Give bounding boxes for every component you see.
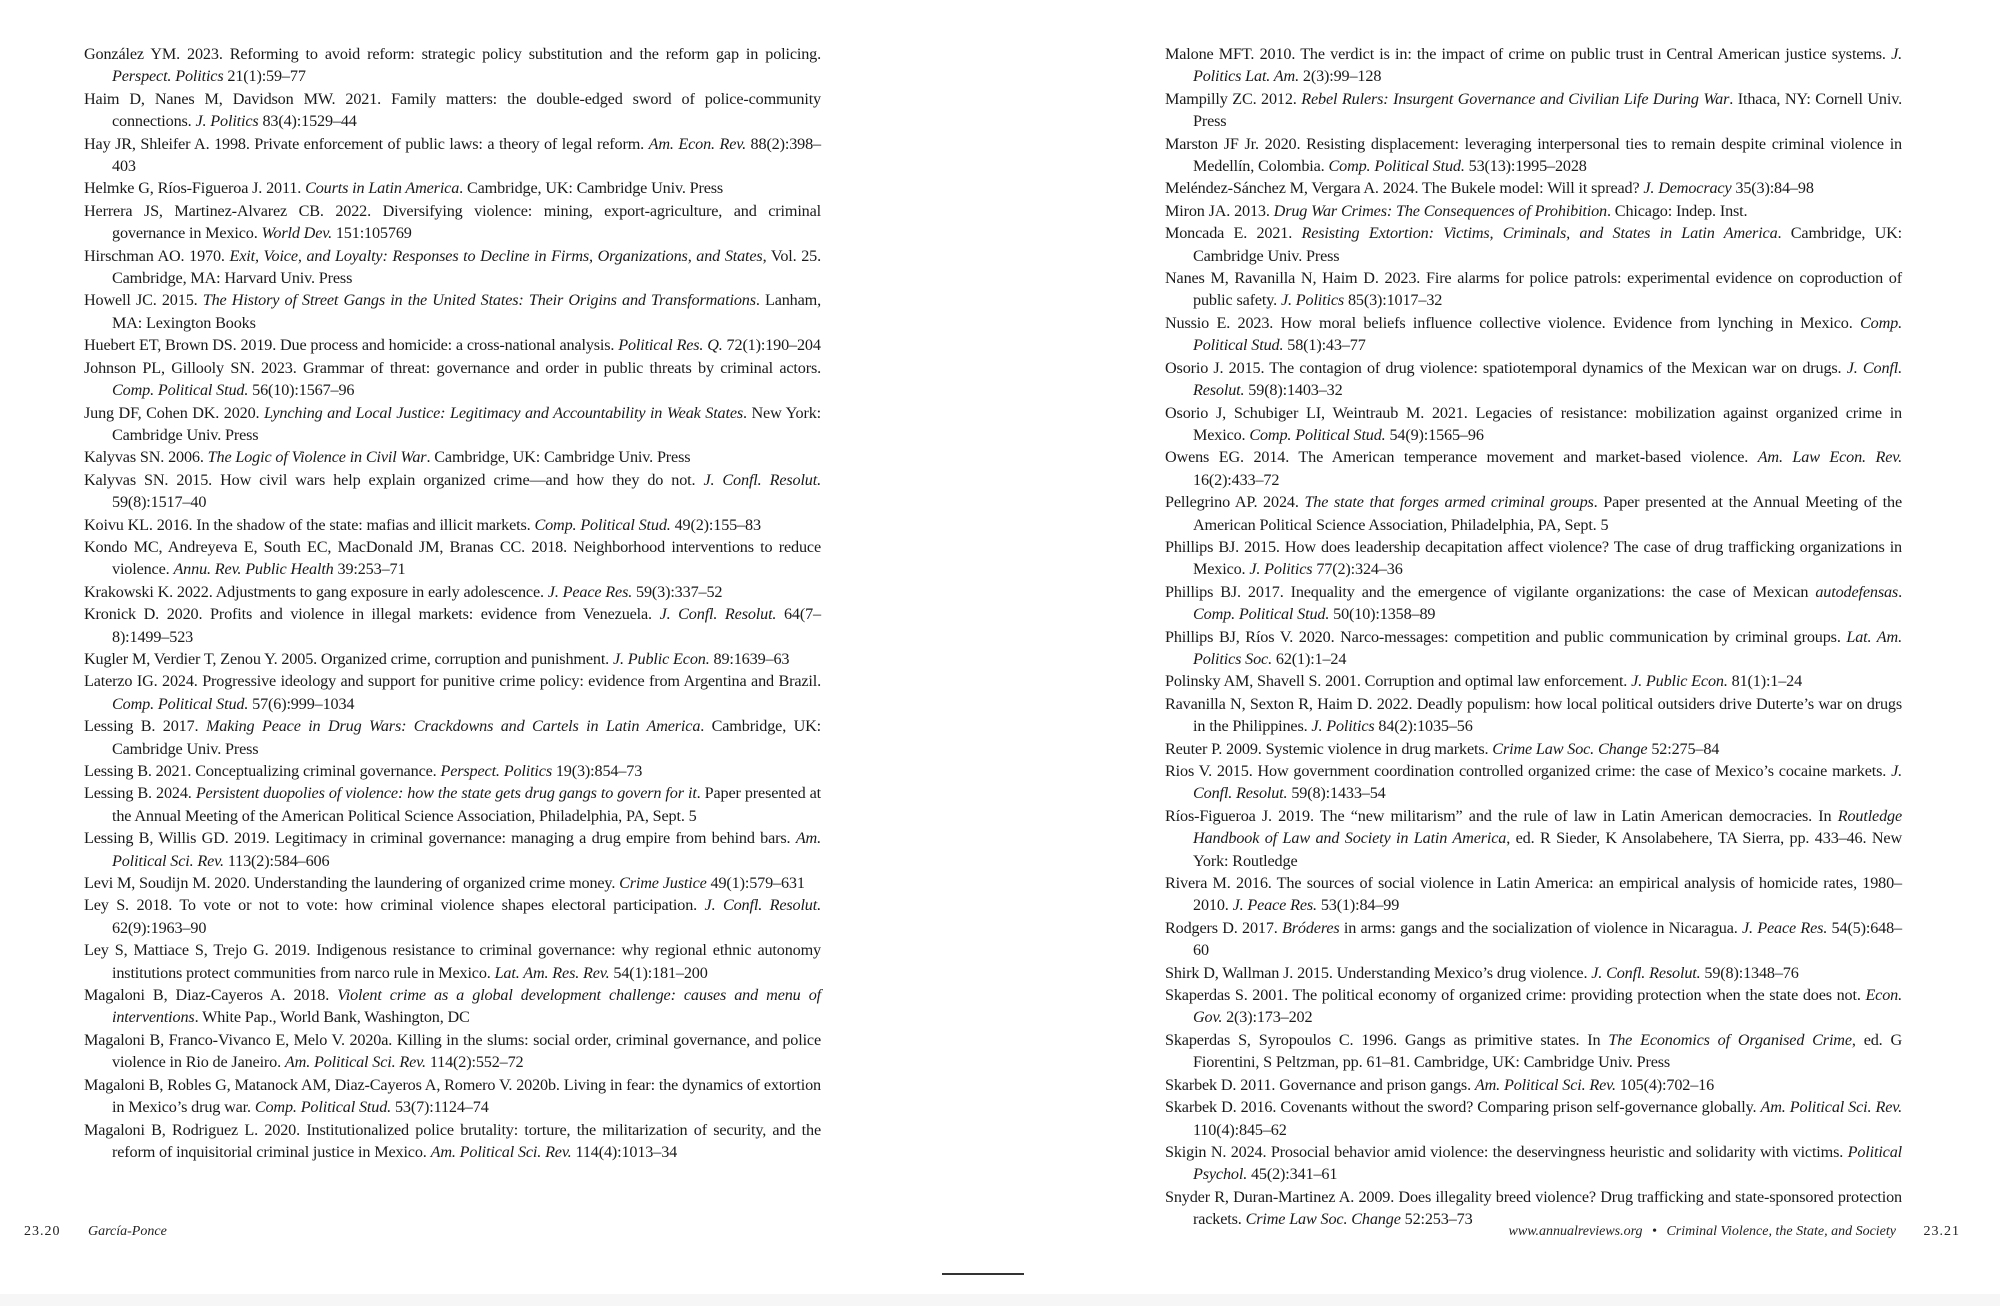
reference-text-segment: Ley S. 2018. To vote or not to vote: how criminal violence shapes electoral participation. [84,896,705,915]
reference-entry [1165,133,1902,178]
left-page-footer [24,1224,167,1240]
reference-text-segment: Shirk D, Wallman J. 2015. Understanding Mexico’s drug violence. [1165,963,1592,982]
reference-text-segment: Phillips BJ, Ríos V. 2020. Narco-messages: competition and public communication by criminal groups. [1165,627,1847,646]
journal-website-link[interactable]: www.annualreviews.org [1508,1224,1643,1239]
reference-text-segment: 59(8):1403–32 [1244,381,1343,400]
reference-text-segment: 19(3):854–73 [551,762,643,780]
reference-entry [1165,357,1902,402]
reference-entry [84,402,821,447]
reference-entry [84,177,821,199]
reference-italic-segment: Am. Political Sci. Rev. [1474,1075,1616,1094]
reference-text-segment: Owens EG. 2014. The American temperance movement and market-based violence. [1165,448,1758,467]
reference-text-segment: Phillips BJ. 2015. How does leadership decapitation affect violence? The case of drug trafficking organizations in Mexico. [1165,537,1902,579]
reference-italic-segment: Rebel Rulers: Insurgent Governance and Civilian Life During War [1301,89,1730,108]
reference-entry [1165,1096,1902,1141]
reference-text-segment: . Chicago: Indep. Inst. [1607,201,1748,220]
reference-italic-segment: J. Confl. Resolut. [659,605,777,624]
reference-text-segment: Snyder R, Duran-Martinez A. 2009. Does illegality breed violence? Drug trafficking and state-sponsored protection rackets. [1165,1187,1902,1229]
reference-text-segment: Osorio J, Schubiger LI, Weintraub M. 2021. Legacies of resistance: mobilization against organized crime in Mexico. [1165,403,1902,444]
reference-text-segment: . New York: Cambridge Univ. Press [112,403,821,444]
reference-text-segment: Phillips BJ. 2017. Inequality and the emergence of vigilante organizations: the case of Mexican [1165,582,1816,601]
reference-italic-segment: Making Peace in Drug Wars: Crackdowns and Cartels in Latin America [205,717,701,736]
reference-entry [84,469,821,514]
reference-text-segment: . [1898,582,1902,601]
reference-text-segment: Rios V. 2015. How government coordination controlled organized crime: the case of Mexico’s cocaine markets. [1165,762,1892,780]
reference-text-segment: Hay JR, Shleifer A. 1998. Private enforcement of public laws: a theory of legal reform. [84,134,649,153]
reference-text-segment: 84(2):1035–56 [1374,717,1473,736]
reference-entry [1165,1029,1902,1074]
reference-text-segment: 52:253–73 [1400,1210,1473,1229]
right-page [1000,0,2000,1250]
reference-text-segment: . Ithaca, NY: Cornell Univ. Press [1193,89,1902,131]
reference-text-segment: Ley S, Mattiace S, Trejo G. 2019. Indigenous resistance to criminal governance: why regional ethnic autonomy institutions protect communities from narco rule in Mexico. [84,941,821,982]
reference-italic-segment: Perspect. Politics [440,762,552,780]
reference-text-segment: 21(1):59–77 [223,67,306,86]
reference-text-segment: Polinsky AM, Shavell S. 2001. Corruption and optimal law enforcement. [1165,672,1632,691]
reference-entry [84,670,821,715]
reference-italic-segment: Am. Law Econ. Rev. [1757,448,1902,467]
reference-text-segment: Hirschman AO. 1970. [84,246,230,265]
reference-text-segment: Lessing B, Willis GD. 2019. Legitimacy in criminal governance: managing a drug empire from behind bars. [84,829,796,848]
reference-text-segment: Magaloni B, Robles G, Matanock AM, Diaz-Cayeros A, Romero V. 2020b. Living in fear: the dynamics of extortion in Mexico’s drug war. [84,1075,821,1117]
reference-italic-segment: Crime Justice [619,874,707,893]
reference-text-segment: 52:275–84 [1647,739,1720,758]
reference-text-segment: 62(9):1963–90 [112,918,207,937]
running-head-title: Criminal Violence, the State, and Society [1666,1224,1896,1239]
reference-entry [84,43,821,88]
reference-text-segment: Koivu KL. 2016. In the shadow of the state: mafias and illicit markets. [84,515,535,534]
reference-text-segment: 58(1):43–77 [1283,336,1366,355]
reference-italic-segment: Exit, Voice, and Loyalty: Responses to Decline in Firms, Organizations, and States [229,246,763,265]
reference-entry [84,334,821,356]
reference-italic-segment: J. Public Econ. [1631,672,1728,691]
reference-text-segment: 2(3):173–202 [1222,1008,1313,1027]
reference-text-segment: Ravanilla N, Sexton R, Haim D. 2022. Deadly populism: how local political outsiders drive Duterte’s war on drugs in the Philippines. [1165,694,1902,736]
reference-italic-segment: J. Public Econ. [612,649,710,668]
page-number: 23.20 [24,1224,61,1239]
reference-text-segment: Kondo MC, Andreyeva E, South EC, MacDonald JM, Branas CC. 2018. Neighborhood interventions to reduce violence. [84,537,821,579]
reference-italic-segment: The Logic of Violence in Civil War [207,448,427,467]
reference-text-segment: 88(2):398–403 [112,134,821,176]
reference-text-segment: . Paper presented at the Annual Meeting of the American Political Science Association, Philadelphia, PA, Sept. 5 [112,784,822,825]
reference-text-segment: 59(8):1517–40 [112,493,207,512]
reference-italic-segment: J. Politics [1280,291,1345,310]
reference-text-segment: 50(10):1358–89 [1329,605,1436,624]
reference-text-segment: Kalyvas SN. 2006. [84,448,208,467]
reference-text-segment: Moncada E. 2021. [1165,224,1302,243]
reference-text-segment: 89:1639–63 [709,649,790,668]
reference-entry [84,1029,821,1074]
reference-text-segment: Kalyvas SN. 2015. How civil wars help explain organized crime—and how they do not. [84,470,704,489]
reference-text-segment: . Cambridge, UK: Cambridge Univ. Press [1193,224,1903,265]
reference-italic-segment: World Dev. [261,224,332,243]
reference-text-segment: Rodgers D. 2017. [1165,918,1283,937]
reference-entry [84,289,821,334]
reference-entry [1165,805,1902,872]
reference-text-segment: 39:253–71 [333,560,406,579]
reference-entry [1165,43,1902,88]
reference-text-segment: 64(7–8):1499–523 [112,605,821,646]
viewer-bottom-edge [0,1294,2000,1306]
reference-entry [1165,88,1902,133]
reference-entry [1165,962,1902,984]
reference-text-segment: Rivera M. 2016. The sources of social violence in Latin America: an empirical analysis of homicide rates, 1980–2010. [1165,874,1902,915]
right-page-footer [1509,1224,1960,1240]
reference-italic-segment: autodefensas [1815,582,1899,601]
reference-entry [1165,402,1902,447]
reference-entry [1165,917,1902,962]
reference-italic-segment: Am. Political Sci. Rev. [284,1053,426,1072]
reference-text-segment: Johnson PL, Gillooly SN. 2023. Grammar of threat: governance and order in public threats by criminal actors. [84,358,821,377]
reference-entry [84,782,821,827]
reference-text-segment: González YM. 2023. Reforming to avoid reform: strategic policy substitution and the reform gap in policing. [84,45,821,63]
reference-entry [84,715,821,760]
reference-entry [1165,1074,1902,1096]
reference-text-segment: 53(1):84–99 [1316,896,1400,915]
reference-italic-segment: Bróderes [1282,918,1340,937]
reference-italic-segment: J. Politics [1311,717,1375,736]
reference-entry [1165,536,1902,581]
reference-text-segment: 45(2):341–61 [1247,1165,1338,1184]
reference-italic-segment: Econ. Gov. [1193,986,1902,1027]
reference-text-segment: 62(1):1–24 [1271,649,1347,668]
reference-text-segment: Skarbek D. 2016. Covenants without the sword? Comparing prison self-governance globally. [1165,1098,1761,1117]
reference-text-segment: Krakowski K. 2022. Adjustments to gang exposure in early adolescence. [84,582,548,601]
reference-text-segment: . Cambridge, UK: Cambridge Univ. Press [112,717,821,758]
reference-text-segment: . White Pap., World Bank, Washington, DC [194,1008,470,1027]
reference-entry [1165,760,1902,805]
reference-text-segment: 85(3):1017–32 [1344,291,1443,310]
reference-text-segment: Lessing B. 2024. [84,784,196,803]
reference-text-segment: in arms: gangs and the socialization of violence in Nicaragua. [1339,918,1743,937]
left-page [0,0,1000,1250]
reference-entry [1165,267,1902,312]
reference-text-segment: 54(5):648–60 [1193,918,1902,960]
reference-entry [1165,693,1902,738]
reference-entry [84,760,821,782]
reference-text-segment: 54(1):181–200 [609,963,708,982]
reference-italic-segment: Comp. Political Stud. [534,515,671,534]
reference-italic-segment: Am. Political Sci. Rev. [430,1142,572,1161]
reference-entry [1165,581,1902,626]
reference-text-segment: Magaloni B, Diaz-Cayeros A. 2018. [84,986,338,1005]
reference-entry [84,872,821,894]
reference-text-segment: 59(8):1433–54 [1287,784,1386,803]
reference-italic-segment: J. Confl. Resolut. [1591,963,1701,982]
reference-italic-segment: Comp. Political Stud. [112,694,249,713]
reference-text-segment: 54(9):1565–96 [1385,425,1484,444]
reference-entry [84,514,821,536]
reference-text-segment: 49(2):155–83 [670,515,761,534]
reference-italic-segment: Routledge Handbook of Law and Society in Latin America [1193,806,1902,848]
reference-entry [84,894,821,939]
reference-entry [84,1119,821,1164]
reference-text-segment: 49(1):579–631 [706,874,805,893]
reference-text-segment: Levi M, Soudijn M. 2020. Understanding the laundering of organized crime money. [84,874,620,893]
reference-italic-segment: Crime Law Soc. Change [1492,739,1648,758]
reference-text-segment: Magaloni B, Rodriguez L. 2020. Institutionalized police brutality: torture, the militarization of security, and the reform of inquisitorial criminal justice in Mexico. [84,1120,821,1161]
reference-text-segment: 35(3):84–98 [1731,179,1814,198]
reference-entry [1165,738,1902,760]
bullet-separator: • [1652,1224,1657,1239]
reference-entry [84,133,821,178]
reference-text-segment: Reuter P. 2009. Systemic violence in drug markets. [1165,739,1493,758]
page-number: 23.21 [1923,1224,1960,1239]
reference-text-segment: , Vol. 25. Cambridge, MA: Harvard Univ. Press [112,246,821,288]
reference-text-segment: Huebert ET, Brown DS. 2019. Due process and homicide: a cross-national analysis. [84,336,619,355]
reference-text-segment: Nussio E. 2023. How moral beliefs influence collective violence. Evidence from lynching in Mexico. [1165,313,1861,332]
reference-entry [1165,1141,1902,1186]
reference-text-segment: Malone MFT. 2010. The verdict is in: the impact of crime on public trust in Central American justice systems. [1165,45,1892,63]
reference-text-segment: Skarbek D. 2011. Governance and prison gangs. [1165,1075,1475,1094]
reference-italic-segment: Lynching and Local Justice: Legitimacy and Accountability in Weak States [264,403,744,422]
reference-entry [1165,491,1902,536]
reference-italic-segment: Lat. Am. Politics Soc. [1193,627,1902,668]
reference-italic-segment: Am. Econ. Rev. [648,134,746,153]
reference-text-segment: 59(8):1348–76 [1700,963,1799,982]
reference-italic-segment: J. Politics Lat. Am. [1193,45,1902,86]
reference-italic-segment: Violent crime as a global development challenge: causes and menu of interventions [112,986,821,1027]
reference-italic-segment: Comp. Political Stud. [1193,313,1902,355]
reference-text-segment: 56(10):1567–96 [248,381,355,400]
reference-text-segment: Helmke G, Ríos-Figueroa J. 2011. [84,179,306,198]
reference-italic-segment: Comp. Political Stud. [1193,605,1330,624]
reference-text-segment: 105(4):702–16 [1615,1075,1715,1094]
reference-text-segment: 53(13):1995–2028 [1464,157,1587,176]
reference-text-segment: 114(2):552–72 [425,1053,524,1072]
reference-text-segment: 114(4):1013–34 [571,1142,678,1161]
running-head-author: García-Ponce [88,1224,167,1239]
reference-entry [84,88,821,133]
reference-text-segment: 77(2):324–36 [1312,560,1403,579]
reference-italic-segment: Lat. Am. Res. Rev. [494,963,610,982]
reference-entry [84,648,821,670]
page-divider-line [942,1273,1024,1275]
reference-entry [84,581,821,603]
reference-italic-segment: J. Peace Res. [547,582,633,601]
reference-text-segment: , ed. R Sieder, K Ansolabehere, TA Sierra, pp. 433–46. New York: Routledge [1193,829,1902,870]
reference-text-segment: Magaloni B, Franco-Vivanco E, Melo V. 2020a. Killing in the slums: social order, criminal governance, and police violence in Rio de Janeiro. [84,1030,821,1072]
reference-entry [84,200,821,245]
reference-entry [84,827,821,872]
reference-list-right [1165,43,1902,1231]
reference-text-segment: Marston JF Jr. 2020. Resisting displacement: leveraging interpersonal ties to remain despite criminal violence in Medellín, Colombia. [1165,134,1902,176]
reference-entry [84,446,821,468]
reference-entry [84,536,821,581]
reference-text-segment: . Cambridge, UK: Cambridge Univ. Press [426,448,691,467]
reference-text-segment: 53(7):1124–74 [391,1098,489,1117]
reference-text-segment: Laterzo IG. 2024. Progressive ideology and support for punitive crime policy: evidence from Argentina and Brazil. [84,672,821,691]
reference-italic-segment: Political Psychol. [1193,1142,1902,1184]
reference-italic-segment: J. Peace Res. [1232,896,1317,915]
reference-italic-segment: The state that forges armed criminal groups [1304,493,1594,512]
reference-text-segment: Miron JA. 2013. [1165,201,1274,220]
reference-italic-segment: J. Confl. Resolut. [704,896,821,915]
reference-italic-segment: J. Peace Res. [1742,918,1828,937]
reference-italic-segment: J. Confl. Resolut. [703,470,821,489]
reference-entry [84,357,821,402]
reference-entry [1165,177,1902,199]
reference-italic-segment: Resisting Extortion: Victims, Criminals, and States in Latin America [1301,224,1778,243]
reference-italic-segment: Persistent duopolies of violence: how the state gets drug gangs to govern for it [195,784,697,803]
reference-text-segment: , ed. G Fiorentini, S Peltzman, pp. 61–81. Cambridge, UK: Cambridge Univ. Press [1193,1030,1903,1072]
reference-text-segment: 83(4):1529–44 [258,112,357,131]
reference-entry [1165,312,1902,357]
reference-text-segment: Skaperdas S. 2001. The political economy of organized crime: providing protection when the state does not. [1165,986,1866,1005]
reference-text-segment: 59(3):337–52 [632,582,723,601]
reference-italic-segment: J. Confl. Resolut. [1193,358,1902,400]
reference-italic-segment: Comp. Political Stud. [1249,425,1386,444]
reference-text-segment: Lessing B. 2017. [84,717,206,736]
reference-entry [1165,670,1902,692]
reference-text-segment: 72(1):190–204 [722,336,821,355]
reference-entry [1165,626,1902,671]
reference-entry [1165,222,1902,267]
reference-text-segment: Osorio J. 2015. The contagion of drug violence: spatiotemporal dynamics of the Mexican war on drugs. [1165,358,1847,377]
reference-text-segment: 151:105769 [331,224,412,243]
reference-italic-segment: Courts in Latin America [305,179,460,198]
reference-text-segment: 16(2):433–72 [1193,470,1280,489]
reference-entry [1165,984,1902,1029]
reference-text-segment: Herrera JS, Martinez-Alvarez CB. 2022. Diversifying violence: mining, export-agriculture, and criminal governance in Mexico. [84,201,821,243]
reference-text-segment: Kugler M, Verdier T, Zenou Y. 2005. Organized crime, corruption and punishment. [84,649,613,668]
reference-text-segment: Jung DF, Cohen DK. 2020. [84,403,265,422]
reference-text-segment: Nanes M, Ravanilla N, Haim D. 2023. Fire alarms for police patrols: experimental evidence on coproduction of public safety. [1165,269,1902,310]
reference-text-segment: Haim D, Nanes M, Davidson MW. 2021. Family matters: the double-edged sword of police-community connections. [84,89,821,131]
reference-italic-segment: Am. Political Sci. Rev. [112,829,821,870]
reference-text-segment: . Paper presented at the Annual Meeting of the American Political Science Association, Philadelphia, PA, Sept. 5 [1193,493,1903,534]
reference-italic-segment: Comp. Political Stud. [254,1098,392,1117]
reference-text-segment: 57(6):999–1034 [248,694,355,713]
reference-entry [84,1074,821,1119]
reference-text-segment: Skaperdas S, Syropoulos C. 1996. Gangs as primitive states. In [1165,1030,1609,1049]
reference-italic-segment: Comp. Political Stud. [1328,157,1465,176]
reference-text-segment: Howell JC. 2015. [84,291,203,310]
reference-text-segment: Lessing B. 2021. Conceptualizing criminal governance. [84,762,441,780]
reference-italic-segment: J. Confl. Resolut. [1193,762,1902,803]
reference-text-segment: Mampilly ZC. 2012. [1165,89,1302,108]
reference-entry [1165,200,1902,222]
reference-italic-segment: Political Res. Q. [618,336,723,355]
reference-italic-segment: The History of Street Gangs in the United States: Their Origins and Transformations [202,291,756,310]
reference-italic-segment: Crime Law Soc. Change [1245,1210,1401,1229]
reference-text-segment: Meléndez-Sánchez M, Vergara A. 2024. The Bukele model: Will it spread? [1165,179,1644,198]
reference-text-segment: 113(2):584–606 [223,851,330,870]
reference-italic-segment: Perspect. Politics [112,67,224,86]
reference-entry [1165,446,1902,491]
reference-text-segment: Pellegrino AP. 2024. [1165,493,1305,512]
reference-italic-segment: The Economics of Organised Crime [1608,1030,1852,1049]
reference-italic-segment: J. Democracy [1643,179,1732,198]
reference-italic-segment: Drug War Crimes: The Consequences of Prohibition [1273,201,1608,220]
reference-entry [1165,872,1902,917]
reference-text-segment: 2(3):99–128 [1298,67,1382,86]
reference-entry [84,603,821,648]
reference-italic-segment: J. Politics [195,112,259,131]
reference-entry [84,939,821,984]
reference-text-segment: . Cambridge, UK: Cambridge Univ. Press [459,179,724,198]
reference-text-segment: 81(1):1–24 [1727,672,1803,691]
reference-italic-segment: Comp. Political Stud. [112,381,249,400]
reference-italic-segment: Am. Political Sci. Rev. [1760,1098,1902,1117]
reference-text-segment: . Lanham, MA: Lexington Books [112,291,821,332]
reference-text-segment: Ríos-Figueroa J. 2019. The “new militarism” and the rule of law in Latin American democracies. In [1165,806,1838,825]
reference-text-segment: 110(4):845–62 [1193,1120,1287,1139]
reference-entry [84,984,821,1029]
reference-entry [84,245,821,290]
reference-text-segment: Kronick D. 2020. Profits and violence in illegal markets: evidence from Venezuela. [84,605,660,624]
reference-list-left [84,43,821,1163]
reference-text-segment: Skigin N. 2024. Prosocial behavior amid violence: the deservingness heuristic and solidarity with victims. [1165,1142,1848,1161]
reference-italic-segment: Annu. Rev. Public Health [173,560,334,579]
reference-italic-segment: J. Politics [1249,560,1313,579]
